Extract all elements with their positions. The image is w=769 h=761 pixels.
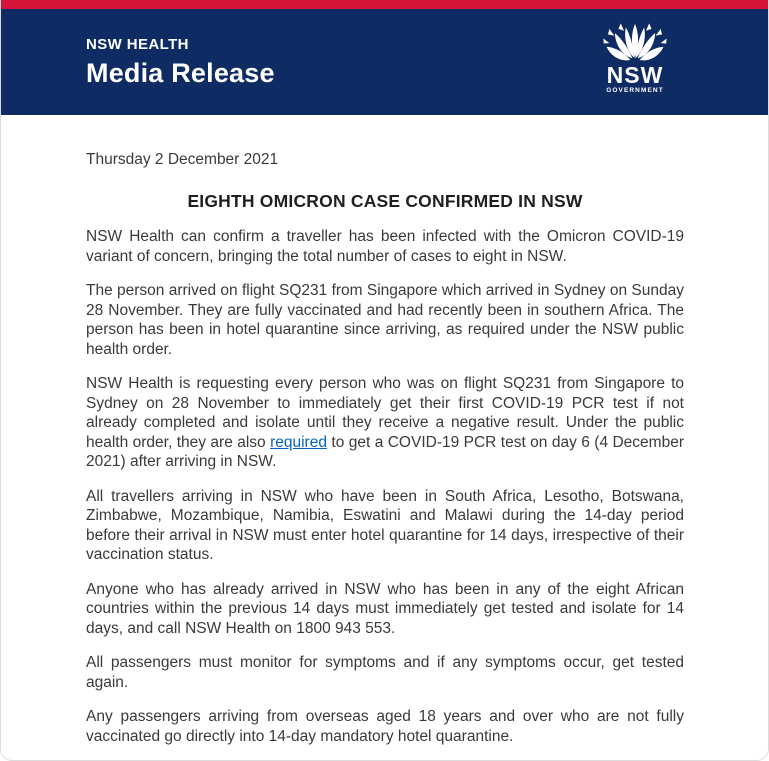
paragraph [86, 653, 684, 692]
banner-text [86, 36, 275, 89]
text-run: The person arrived on flight SQ231 from Singapore which arrived in Sydney on Sunday 28 November. They are fully vaccinated and had recently been in southern Africa. The person has been in hotel quarantine since arriving, as required under the NSW public health order. [86, 282, 684, 358]
paragraph [86, 580, 684, 639]
logo-org-text: NSW [606, 62, 664, 88]
body-paragraphs [86, 227, 684, 746]
paragraph [86, 227, 684, 266]
nsw-government-logo [602, 22, 668, 95]
paragraph [86, 487, 684, 565]
text-run: All travellers arriving in NSW who have been in South Africa, Lesotho, Botswana, Zimbabwe, Mozambique, Namibia, Eswatini and Malawi during the 14-day period before their arrival in NSW must enter hotel quarantine for 14 days, irrespective of their vaccination status. [86, 487, 684, 563]
paragraph [86, 707, 684, 746]
brand-red-stripe [1, 0, 768, 9]
text-run: NSW Health can confirm a traveller has been infected with the Omicron COVID-19 variant of concern, bringing the total number of cases to eight in NSW. [86, 228, 684, 265]
text-run: Any passengers arriving from overseas aged 18 years and over who are not fully vaccinated go directly into 14-day mandatory hotel quarantine. [86, 708, 684, 745]
banner-title: Media Release [86, 58, 275, 88]
text-run: to get a COVID-19 PCR test on day 6 (4 December 2021) after arriving in NSW. [86, 433, 684, 470]
paragraph [86, 374, 684, 472]
text-run: NSW Health is requesting every person who was on flight SQ231 from Singapore to Sydney on 28 November to immediately get their first COVID-19 PCR test if not already completed and isolate until they receive a negative result. Under the public health order, they are also [86, 375, 684, 451]
header-banner [1, 9, 768, 115]
waratah-icon [602, 22, 668, 66]
headline: EIGHTH OMICRON CASE CONFIRMED IN NSW [187, 191, 583, 211]
release-date: Thursday 2 December 2021 [86, 151, 279, 168]
document-body [1, 150, 768, 746]
org-name: NSW HEALTH [86, 36, 189, 53]
text-run: All passengers must monitor for symptoms and if any symptoms occur, get tested again. [86, 654, 684, 691]
text-run: Anyone who has already arrived in NSW who has been in any of the eight African countries within the previous 14 days must immediately get tested and isolate for 14 days, and call NSW Health on 1800 943 553. [86, 580, 684, 637]
logo-sub-text: GOVERNMENT [606, 87, 664, 94]
required-link[interactable]: required [270, 433, 327, 451]
paragraph [86, 281, 684, 359]
